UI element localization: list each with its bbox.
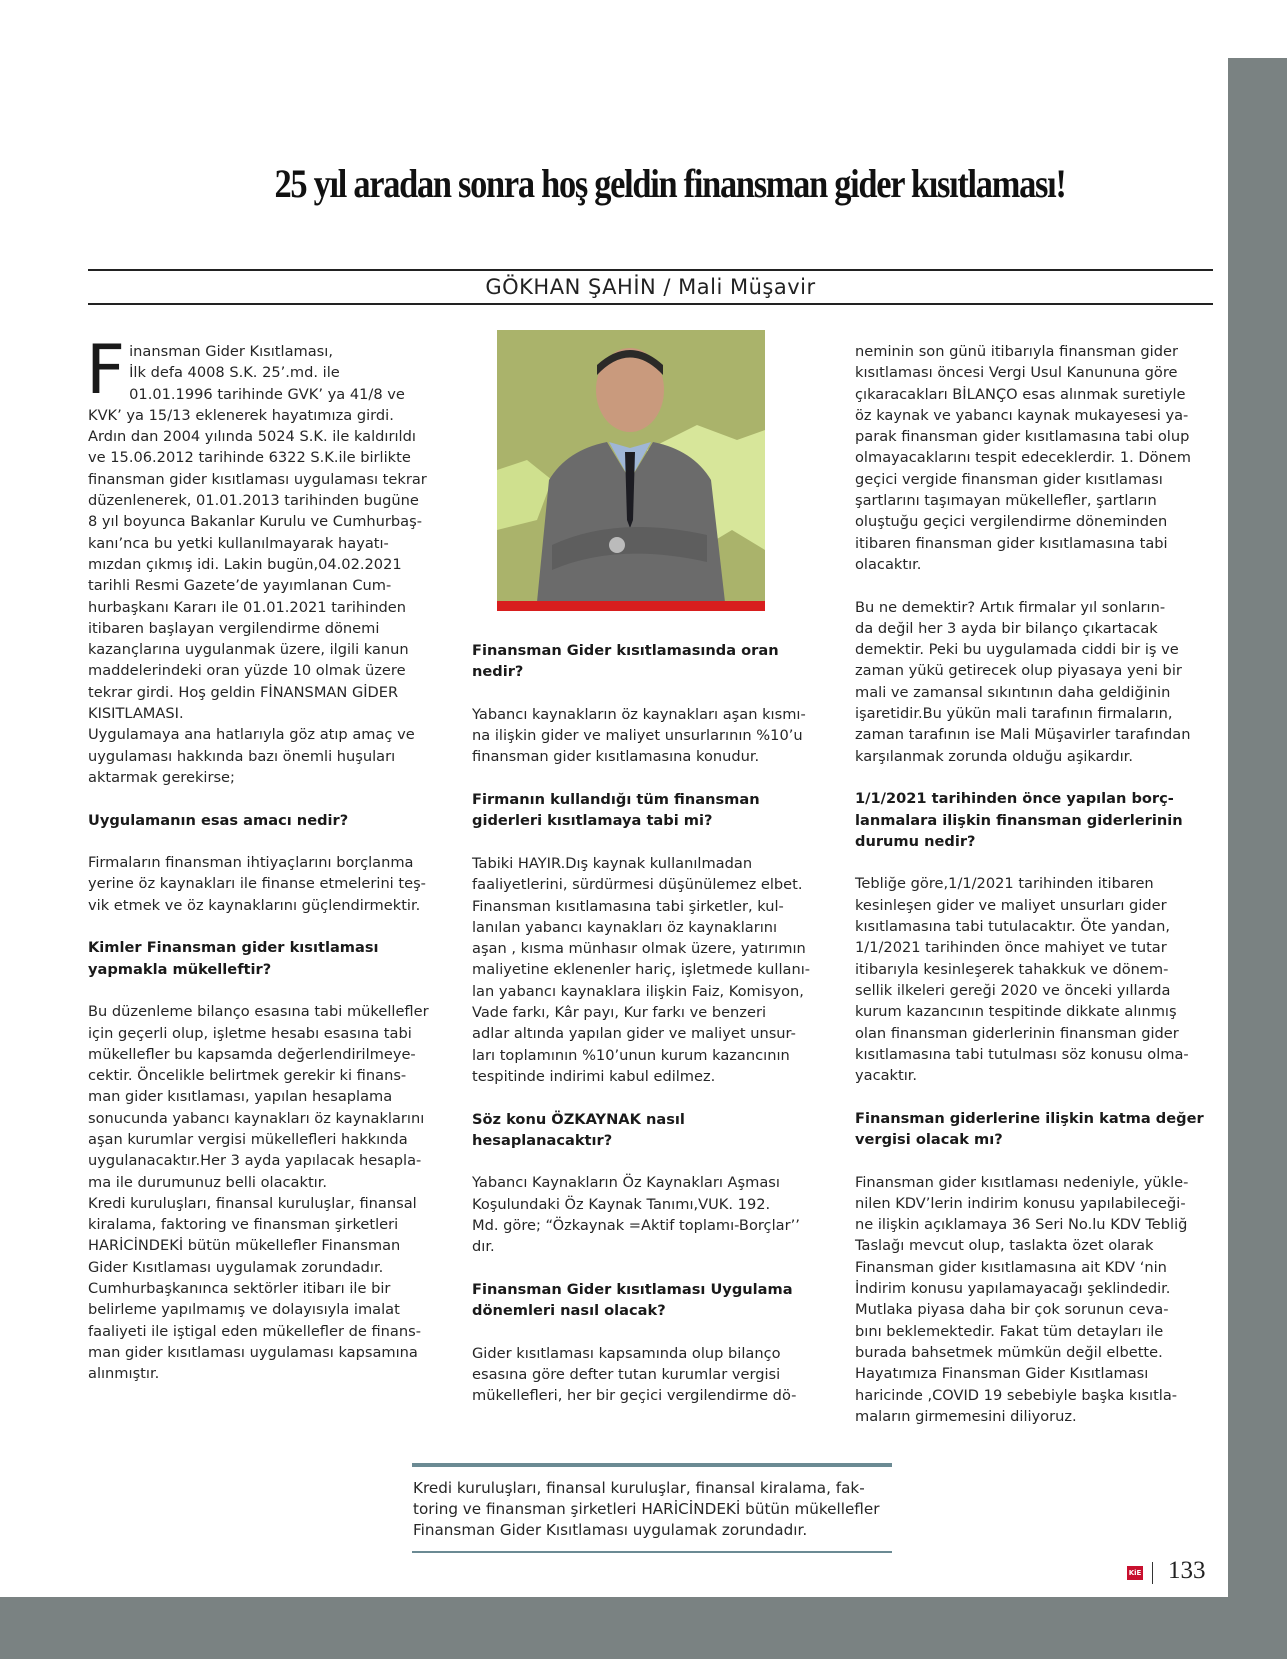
paragraph-rate: Yabancı kaynakların öz kaynakları aşan kısmı- na ilişkin gider ve maliyet unsurlarının %10’u finansman gider kısıtlamasına konudur. (472, 705, 806, 766)
heading-purpose: Uygulamanın esas amacı nedir? (88, 811, 349, 829)
pullquote-rule-top (412, 1463, 892, 1467)
side-decorative-bar (1228, 58, 1287, 1659)
footer-separator (1152, 1562, 1153, 1584)
author-photo (497, 330, 765, 602)
heading-obligated: Kimler Finansman gider kısıtlaması yapmakla mükelleftir? (88, 939, 379, 978)
paragraph-equity: Yabancı Kaynakların Öz Kaynakları Aşması Koşulundaki Öz Kaynak Tanımı,VUK. 192. Md. göre; “Özkaynak =Aktif toplamı-Borçlar’’ dır. (472, 1174, 800, 1256)
paragraph-vat: Finansman gider kısıtlaması nedeniyle, yükle- nilen KDV’lerin indirim konusu yapılabileceği- ne ilişkin açıklamaya 36 Seri No.lu KDV Tebliğ Taslağı mevcut olup, taslakta özet olarak Finansman gider kısıtlamasına ait KDV ‘nin İndirim konusu yapılamayacağı şeklindedir. Mutlaka piyasa daha bir çok sorunun ceva- bını beklemektedir. Fakat tüm detayları ile burada bahsetmek mümkün değil elbette. Hayatımıza Finansman Gider Kısıtlaması haricinde ,COVID 19 sebebiyle başka kısıtla- maların girmemesini diliyoruz. (855, 1173, 1189, 1425)
intro-block (86, 331, 448, 788)
pullquote-rule-bottom (412, 1551, 892, 1553)
heading-rate: Finansman Gider kısıtlamasında oran nedir? (472, 642, 779, 681)
photo-accent-stripe (497, 601, 765, 611)
heading-equity: Söz konu ÖZKAYNAK nasıl hesaplanacaktır? (472, 1110, 685, 1149)
bottom-decorative-bar (0, 1597, 1287, 1659)
paragraph-all-expenses: Tabiki HAYIR.Dış kaynak kullanılmadan faaliyetlerini, sürdürmesi düşünülemez elbet. Finansman kısıtlamasına tabi şirketler, kul- lanılan yabancı kaynakları öz kaynaklarını aşan , kısma münhasır olmak üzere, yatırımın maliyetine eklenenler hariç, işletmede kullanı- lan yabancı kaynaklara ilişkin Faiz, Komisyon, Vade farkı, Kâr payı, Kur farkı ve benzeri adlar altında yapılan gider ve maliyet unsur- ları toplamının %10’unun kurum kazancının tespitinde indirimi kabul edilmez. (472, 854, 811, 1085)
paragraph-periods-continued: neminin son günü itibarıyla finansman gider kısıtlaması öncesi Vergi Usul Kanununa göre çıkaracakları BİLANÇO esas alınmak suretiyle öz kaynak ve yabancı kaynak mukayesesi ya- parak finansman gider kısıtlamasına tabi olup olmayacaklarını tespit edeceklerdir. 1. Dönem geçici vergide finansman gider kısıtlaması şartlarını taşımayan mükellefler, şartların oluştuğu geçici vergilendirme döneminden itibaren finansman gider kısıtlamasına tabi olacaktır. (855, 343, 1191, 573)
drop-cap: F (86, 331, 126, 410)
paragraph-obligated: Bu düzenleme bilanço esasına tabi mükellefler için geçerli olup, işletme hesabı esasına tabi mükellefler bu kapsamda değerlendirilmeye- cektir. Öncelikle belirtmek gerekir ki finans- man gider kısıtlaması, yapılan hesaplama sonucunda yabancı kaynakları öz kaynaklarını aşan kurumlar vergisi mükellefleri hakkında uygulanacaktır.Her 3 ayda yapılacak hesapla- ma ile durumunuz belli olacaktır. Kredi kuruluşları, finansal kuruluşlar, finansal kiralama, faktoring ve finansman şirketleri HARİCİNDEKİ bütün mükellefler Finansman Gider Kısıtlaması uygulamak zorundadır. Cumhurbaşkanınca sektörler itibarı ile bir belirleme yapılmamış ve dolayısıyla imalat faaliyeti ile iştigal eden mükellefler de finans- man gider kısıtlaması uygulaması kapsamına alınmıştır. (88, 1003, 429, 1383)
column-2 (472, 640, 832, 1407)
author-byline: GÖKHAN ŞAHİN / Mali Müşavir (485, 275, 816, 299)
paragraph-meaning: Bu ne demektir? Artık firmalar yıl sonların- da değil her 3 ayda bir bilanço çıkartacak demektir. Peki bu uygulamada ciddi bir iş ve zaman yükü getirecek olup piyasaya yeni bir mali ve zamansal sıkıntının daha geldiğinin işaretidir.Bu yükün mali tarafının firmaların, zaman tarafının ise Mali Müşavirler tarafından karşılanmak zorunda olduğu aşikardır. (855, 598, 1191, 765)
column-1 (86, 331, 448, 1385)
article-title: 25 yıl aradan sonra hoş geldin finansman gider kısıtlaması! (274, 161, 1066, 206)
title-rule-bottom (88, 303, 1213, 305)
title-rule-top (88, 269, 1213, 271)
heading-periods: Finansman Gider kısıtlaması Uygulama dönemleri nasıl olacak? (472, 1280, 793, 1320)
heading-vat: Finansman giderlerine ilişkin katma değer vergisi olacak mı? (855, 1109, 1204, 1148)
intro-paragraph: inansman Gider Kısıtlaması, İlk defa 4008 S.K. 25’.md. ile 01.01.1996 tarihinde GVK’ ya 41/8 ve KVK’ ya 15/13 eklenerek hayatımıza girdi. Ardın dan 2004 yılında 5024 S.K. ile kaldırıldı ve 15.06.2012 tarihinde 6322 S.K.ile birlikte finansman gider kısıtlaması uygulaması tekrar düzenlenerek, 01.01.2013 tarihinden bugüne 8 yıl boyunca Bakanlar Kurulu ve Cumhurbaş- kanı’nca bu yetki kullanılmayarak hayatı- mızdan çıkmış idi. Lakin bugün,04.02.2021 tarihli Resmi Gazete’de yayımlanan Cum- hurbaşkanı Kararı ile 01.01.2021 tarihinden itibaren başlayan vergilendirme dönemi kazançlarına uygulanmak üzere, ilgili kanun maddelerindeki oran yüzde 10 olmak üzere tekrar girdi. Hoş geldin FİNANSMAN GİDER KISITLAMASI. Uygulamaya ana hatlarıyla göz atıp amaç ve uygulaması hakkında bazı önemli huşuları aktarmak gerekirse; (88, 343, 427, 786)
paragraph-periods: Gider kısıtlaması kapsamında olup bilanço esasına göre defter tutan kurumlar vergisi mükellefleri, her bir geçici vergilendirme dö- (472, 1344, 797, 1405)
column-3 (855, 341, 1215, 1427)
paragraph-purpose: Firmaların finansman ihtiyaçlarını borçlanma yerine öz kaynakları ile finanse etmelerini teş- vik etmek ve öz kaynaklarını güçlendirmektir. (88, 854, 426, 914)
heading-prior-borrowings: 1/1/2021 tarihinden önce yapılan borç- lanmalara ilişkin finansman giderlerinin durumu nedir? (855, 790, 1183, 850)
pullquote: Kredi kuruluşları, finansal kuruluşlar, finansal kiralama, fak- toring ve finansman şirketleri HARİCİNDEKİ bütün mükellefler Finansman Gider Kısıtlaması uygulamak zorundadır. (413, 1479, 880, 1539)
heading-all-expenses: Firmanın kullandığı tüm finansman giderleri kısıtlamaya tabi mi? (472, 791, 760, 830)
paragraph-prior-borrowings: Tebliğe göre,1/1/2021 tarihinden itibaren kesinleşen gider ve maliyet unsurları gider kısıtlamasına tabi tutulacaktır. Öte yandan, 1/1/2021 tarihinden önce mahiyet ve tutar itibarıyla kesinleşerek tahakkuk ve dönem- sellik ilkeleri gereği 2020 ve önceki yıllarda kurum kazancının tespitinde dikkate alınmış olan finansman giderlerinin finansman gider kısıtlamasına tabi tutulması söz konusu olma- yacaktır. (855, 875, 1189, 1085)
magazine-logo: KiE (1127, 1566, 1143, 1580)
page-number: 133 (1168, 1557, 1206, 1584)
